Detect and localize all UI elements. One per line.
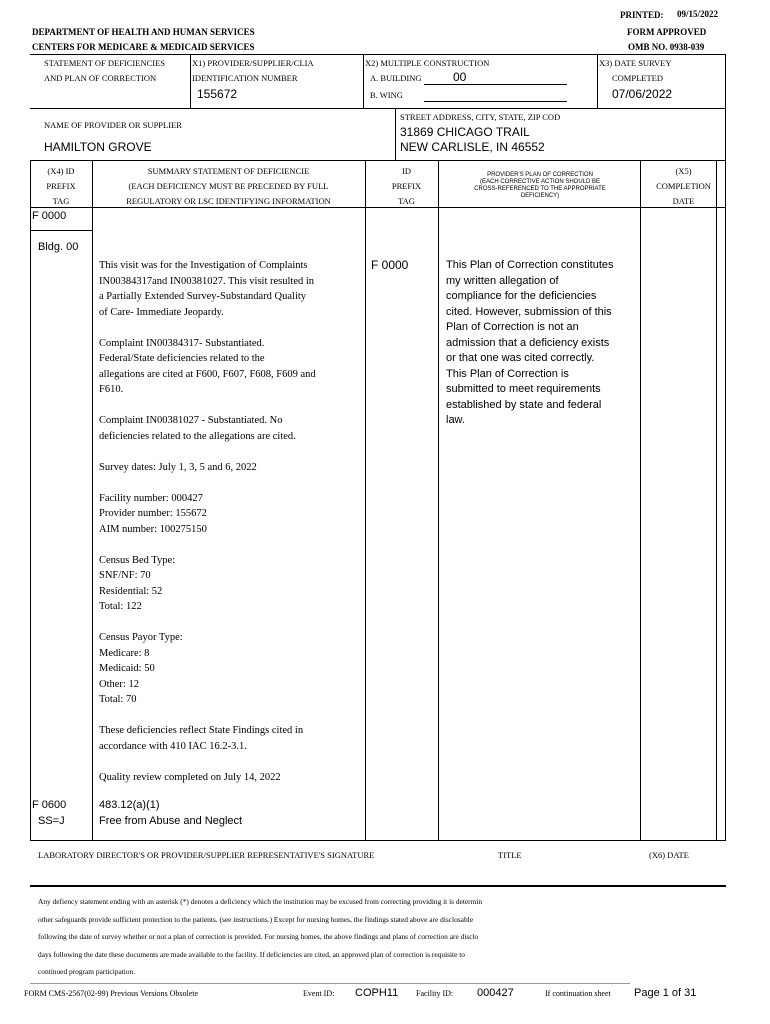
regulation-title: Free from Abuse and Neglect bbox=[99, 815, 243, 827]
summary-line: Medicare: 8 bbox=[99, 647, 150, 659]
summary-line: AIM number: 100275150 bbox=[99, 523, 207, 535]
tag-f0600: F 0600 bbox=[32, 799, 67, 811]
date-label: DATE bbox=[672, 196, 695, 206]
summary-line: Quality review completed on July 14, 2022 bbox=[99, 771, 281, 783]
grid-line bbox=[716, 160, 717, 840]
plan-line: This Plan of Correction constitutes bbox=[446, 259, 614, 271]
plan-header-1: PROVIDER'S PLAN OF CORRECTION bbox=[487, 172, 593, 178]
facility-id-value: 000427 bbox=[477, 987, 514, 999]
disclaimer bbox=[38, 893, 482, 981]
disclaimer-line: other safeguards provide sufficient protection to the patients. (see instructions.) Except for nursing homes, the findings stated above are disclosable bbox=[38, 914, 473, 924]
grid-line bbox=[30, 160, 726, 161]
event-id-label: Event ID: bbox=[303, 989, 335, 998]
completion-label: COMPLETION bbox=[656, 181, 711, 191]
summary-line: Total: 70 bbox=[99, 694, 137, 705]
summary-line: Census Bed Type: bbox=[99, 554, 176, 566]
summary-line: Census Payor Type: bbox=[99, 632, 183, 643]
disclaimer-line: days following the date these documents are made available to the facility. If deficiencies are cited, an approved plan of correction is requisite to bbox=[38, 949, 465, 959]
x6-date-label: (X6) DATE bbox=[649, 850, 689, 860]
plan-line: compliance for the deficiencies bbox=[446, 290, 597, 302]
omb-number: OMB NO. 0938-039 bbox=[628, 42, 705, 52]
multiple-construction-label: X2) MULTIPLE CONSTRUCTION bbox=[365, 58, 490, 68]
summary-line bbox=[99, 475, 316, 491]
plan-header-3: CROSS-REFERENCED TO THE APPROPRIATE bbox=[474, 186, 606, 192]
grid-line bbox=[725, 54, 726, 840]
plan-header-2: (EACH CORRECTIVE ACTION SHOULD BE bbox=[479, 179, 601, 185]
provider-id-label: X1) PROVIDER/SUPPLIER/CLIA bbox=[192, 58, 314, 68]
plan-line: Plan of Correction is not an bbox=[446, 321, 579, 333]
tag-f0000: F 0000 bbox=[32, 210, 67, 222]
summary-line: deficiencies related to the allegations are cited. bbox=[99, 430, 296, 442]
summary-line: Survey dates: July 1, 3, 5 and 6, 2022 bbox=[99, 461, 257, 473]
summary-line: Total: 122 bbox=[99, 601, 142, 612]
id-prefix-label: PREFIX bbox=[391, 181, 422, 191]
grid-line bbox=[92, 160, 93, 840]
facility-id-label: Facility ID: bbox=[416, 989, 454, 998]
plan-line: admission that a deficiency exists bbox=[446, 336, 610, 349]
summary-line bbox=[99, 398, 316, 414]
address-label: STREET ADDRESS, CITY, STATE, ZIP COD bbox=[400, 112, 561, 122]
provider-id-label-2: IDENTIFICATION NUMBER bbox=[192, 73, 298, 83]
plan-line: law. bbox=[446, 414, 465, 426]
summary-line: Provider number: 155672 bbox=[99, 508, 207, 519]
summary-line: This visit was for the Investigation of Complaints bbox=[99, 260, 308, 271]
building-value: 00 bbox=[453, 70, 467, 84]
summary-line bbox=[99, 708, 316, 724]
plan-line: or that one was cited correctly. bbox=[446, 352, 595, 364]
title-label: TITLE bbox=[498, 850, 522, 860]
summary-line: a Partially Extended Survey-Substandard Quality bbox=[99, 291, 307, 302]
grid-line bbox=[30, 160, 31, 840]
summary-line: of Care- Immediate Jeopardy. bbox=[99, 306, 224, 318]
summary-line: Residential: 52 bbox=[99, 585, 163, 597]
grid-line bbox=[438, 160, 439, 840]
event-id-value: COPH11 bbox=[355, 987, 399, 999]
address-line-1: 31869 CHICAGO TRAIL bbox=[400, 125, 530, 139]
building-underline bbox=[424, 84, 567, 85]
x5-label: (X5) bbox=[675, 166, 692, 176]
agency-title: CENTERS FOR MEDICARE & MEDICAID SERVICES bbox=[32, 42, 255, 52]
footer-rule bbox=[30, 983, 630, 984]
plan-line: established by state and federal bbox=[446, 398, 602, 411]
form-number: FORM CMS-2567(02-99) Previous Versions Obsolete bbox=[24, 989, 199, 998]
regulation-number: 483.12(a)(1) bbox=[99, 799, 160, 811]
plan-line: my written allegation of bbox=[446, 274, 559, 287]
summary-line bbox=[99, 320, 316, 336]
provider-name-label: NAME OF PROVIDER OR SUPPLIER bbox=[44, 120, 182, 130]
summary-line: Complaint IN00384317- Substantiated. bbox=[99, 337, 265, 349]
summary-line: accordance with 410 IAC 16.2-3.1. bbox=[99, 740, 247, 752]
address-line-2: NEW CARLISLE, IN 46552 bbox=[400, 140, 545, 154]
grid-line bbox=[30, 207, 726, 208]
summary-statement bbox=[99, 258, 316, 785]
summary-line bbox=[99, 444, 316, 460]
summary-line: Federal/State deficiencies related to the bbox=[99, 353, 265, 364]
provider-name-value: HAMILTON GROVE bbox=[44, 140, 152, 154]
grid-line bbox=[190, 54, 191, 108]
summary-line: These deficiencies reflect State Findings cited in bbox=[99, 725, 304, 736]
plan-header-4: DEFICIENCY) bbox=[520, 193, 560, 199]
grid-line bbox=[30, 885, 726, 887]
signature-label: LABORATORY DIRECTOR'S OR PROVIDER/SUPPLIER REPRESENTATIVE'S SIGNATURE bbox=[38, 850, 375, 860]
summary-header-3: REGULATORY OR LSC IDENTIFYING INFORMATION bbox=[126, 196, 331, 206]
printed-date: 09/15/2022 bbox=[677, 9, 719, 19]
statement-label: STATEMENT OF DEFICIENCIES bbox=[44, 58, 166, 68]
disclaimer-line: continued program participation. bbox=[38, 967, 136, 976]
date-survey-label: X3) DATE SURVEY bbox=[599, 58, 672, 68]
summary-line bbox=[99, 537, 316, 553]
severity-scope: SS=J bbox=[38, 815, 65, 827]
statement-label-2: AND PLAN OF CORRECTION bbox=[44, 73, 157, 83]
form-approved: FORM APPROVED bbox=[627, 27, 707, 37]
x4-tag-label: TAG bbox=[52, 196, 70, 206]
summary-line bbox=[99, 615, 316, 631]
provider-id-value: 155672 bbox=[197, 87, 238, 101]
wing-label: B. WING bbox=[370, 90, 403, 100]
grid-line bbox=[30, 230, 92, 231]
completed-label: COMPLETED bbox=[612, 73, 663, 83]
grid-line bbox=[597, 54, 598, 108]
disclaimer-line: following the date of survey whether or not a plan of correction is provided. For nursing homes, the above findings and plans of correction are disclo bbox=[38, 932, 479, 941]
id-tag-label: TAG bbox=[398, 196, 415, 206]
summary-line bbox=[99, 754, 316, 770]
id-tag-f0000: F 0000 bbox=[371, 258, 409, 272]
grid-line bbox=[30, 54, 726, 55]
summary-line: IN00384317and IN00381027. This visit resulted in bbox=[99, 275, 315, 287]
building-label: A. BUILDING bbox=[370, 73, 422, 83]
grid-line bbox=[363, 54, 364, 108]
x4-id-label: (X4) ID bbox=[47, 166, 75, 176]
summary-line: Facility number: 000427 bbox=[99, 492, 203, 504]
plan-line: cited. However, submission of this bbox=[446, 305, 612, 318]
grid-line bbox=[395, 108, 396, 160]
summary-line: SNF/NF: 70 bbox=[99, 570, 151, 581]
page-number: Page 1 of 31 bbox=[634, 987, 697, 999]
summary-header-2: (EACH DEFICIENCY MUST BE PRECEDED BY FULL bbox=[128, 181, 329, 191]
printed-label: PRINTED: bbox=[620, 10, 664, 20]
grid-line bbox=[365, 160, 366, 840]
plan-line: submitted to meet requirements bbox=[446, 383, 601, 395]
department-title: DEPARTMENT OF HEALTH AND HUMAN SERVICES bbox=[32, 27, 255, 37]
id-label: ID bbox=[402, 166, 411, 176]
plan-line: This Plan of Correction is bbox=[446, 367, 569, 380]
summary-header-1: SUMMARY STATEMENT OF DEFICIENCIE bbox=[147, 166, 310, 176]
plan-of-correction bbox=[446, 258, 614, 429]
disclaimer-line: Any defiency statement ending with an asterisk (*) denotes a deficiency which the institution may be excused from correcting providing it is determin bbox=[38, 897, 483, 906]
summary-line: F610. bbox=[99, 384, 124, 395]
summary-line: allegations are cited at F600, F607, F608, F609 and bbox=[99, 368, 316, 380]
grid-line bbox=[30, 108, 726, 109]
summary-line: Medicaid: 50 bbox=[99, 663, 155, 674]
x4-prefix-label: PREFIX bbox=[46, 181, 76, 191]
summary-line: Complaint IN00381027 - Substantiated. No bbox=[99, 415, 283, 426]
building-tag: Bldg. 00 bbox=[38, 241, 79, 253]
wing-underline bbox=[424, 101, 567, 102]
summary-line: Other: 12 bbox=[99, 678, 139, 690]
continuation-label: If continuation sheet bbox=[545, 989, 611, 998]
grid-line bbox=[30, 840, 726, 841]
date-survey-value: 07/06/2022 bbox=[612, 87, 673, 101]
grid-line bbox=[640, 160, 641, 840]
